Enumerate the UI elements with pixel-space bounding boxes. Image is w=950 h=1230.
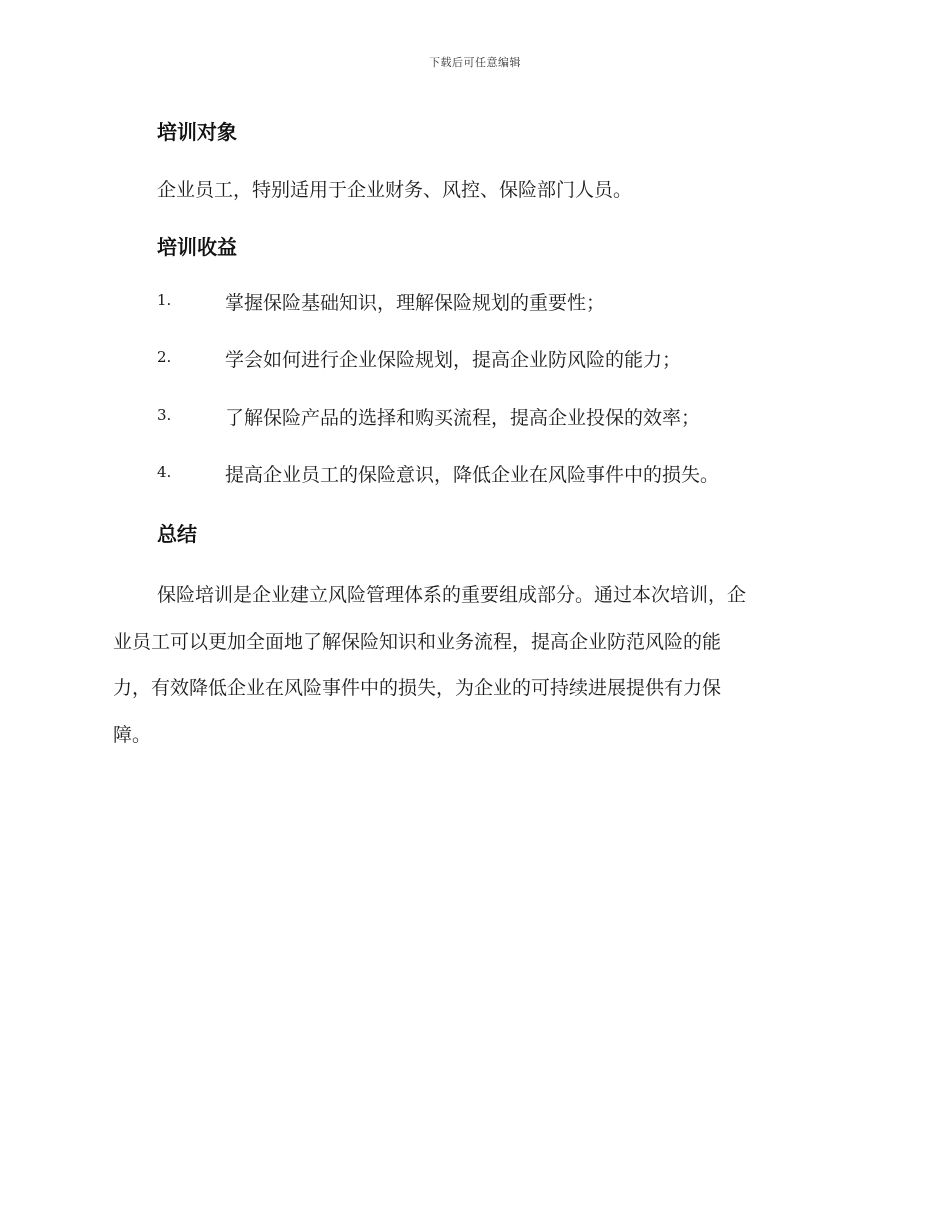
audience-text: 企业员工，特别适用于企业财务、风控、保险部门人员。 bbox=[157, 179, 633, 201]
header-note: 下载后可任意编辑 bbox=[429, 56, 521, 69]
summary-line: 力，有效降低企业在风险事件中的损失，为企业的可持续进展提供有力保 bbox=[113, 677, 722, 699]
section-heading-audience: 培训对象 bbox=[157, 120, 237, 144]
list-item-number: 1. bbox=[157, 291, 172, 309]
list-item-text: 学会如何进行企业保险规划，提高企业防风险的能力； bbox=[225, 349, 682, 371]
list-item bbox=[157, 460, 857, 490]
summary-line: 保险培训是企业建立风险管理体系的重要组成部分。通过本次培训，企 bbox=[157, 584, 747, 606]
list-item bbox=[157, 403, 857, 433]
list-item-number: 4. bbox=[157, 463, 172, 481]
list-item-number: 3. bbox=[157, 406, 172, 424]
list-item-text: 了解保险产品的选择和购买流程，提高企业投保的效率； bbox=[225, 407, 701, 429]
summary-line: 障。 bbox=[113, 723, 152, 746]
summary-line: 业员工可以更加全面地了解保险知识和业务流程，提高企业防范风险的能 bbox=[113, 630, 722, 653]
section-heading-benefits: 培训收益 bbox=[157, 235, 237, 259]
summary-paragraph bbox=[113, 572, 833, 758]
list-item bbox=[157, 288, 857, 318]
section-heading-summary: 总结 bbox=[157, 522, 197, 546]
list-item-text: 掌握保险基础知识，理解保险规划的重要性； bbox=[225, 292, 606, 314]
list-item-text: 提高企业员工的保险意识，降低企业在风险事件中的损失。 bbox=[225, 464, 720, 486]
list-item bbox=[157, 345, 857, 375]
list-item-number: 2. bbox=[157, 348, 172, 366]
